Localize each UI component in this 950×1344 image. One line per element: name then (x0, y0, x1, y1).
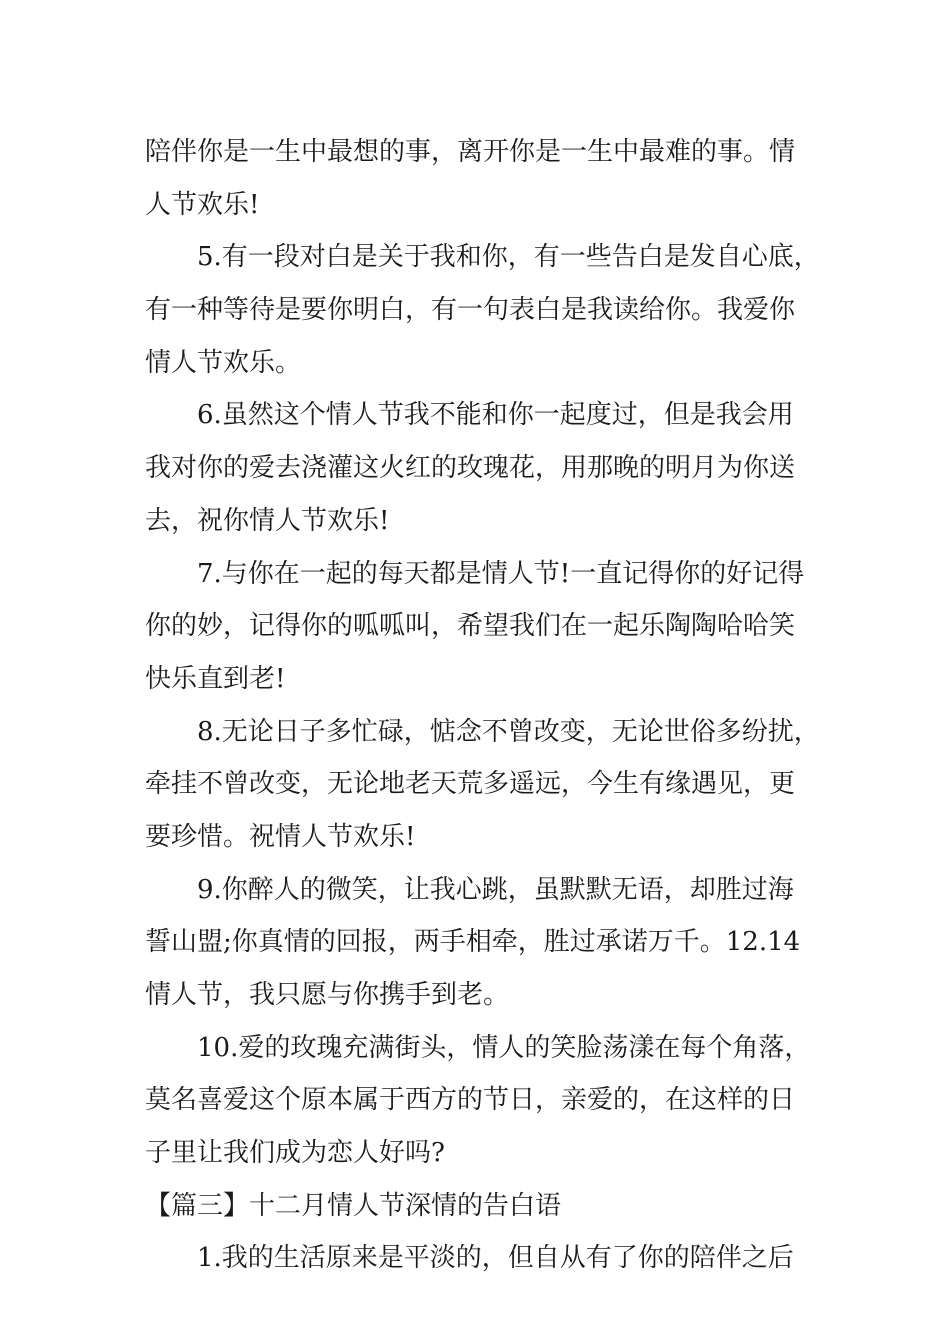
text-line: 你的妙，记得你的呱呱叫，希望我们在一起乐陶陶哈哈笑 (145, 611, 796, 642)
text-line: 去，祝你情人节欢乐! (145, 505, 390, 536)
text-line: 快乐直到老! (145, 663, 286, 694)
text-line: 情人节欢乐。 (145, 347, 302, 378)
text-line: 牵挂不曾改变，无论地老天荒多遥远，今生有缘遇见，更 (145, 769, 796, 800)
text-line: 情人节，我只愿与你携手到老。 (145, 980, 510, 1010)
document-body (145, 126, 835, 1285)
list-item-7-line: 7.与你在一起的每天都是情人节!一直记得你的好记得 (197, 558, 805, 589)
list-item-6-line: 6.虽然这个情人节我不能和你一起度过，但是我会用 (197, 400, 794, 431)
text-line: 有一种等待是要你明白，有一句表白是我读给你。我爱你 (145, 295, 796, 326)
text-line: 要珍惜。祝情人节欢乐! (145, 821, 416, 852)
text-line: 子里让我们成为恋人好吗? (145, 1138, 445, 1169)
text-line: 莫名喜爱这个原本属于西方的节日，亲爱的，在这样的日 (145, 1085, 796, 1116)
text-line: 人节欢乐! (145, 189, 260, 220)
text-line: 陪伴你是一生中最想的事，离开你是一生中最难的事。情 (145, 137, 796, 167)
text-line: 誓山盟;你真情的回报，两手相牵，胜过承诺万千。12.14 (145, 927, 801, 958)
list-item-10-line: 10.爱的玫瑰充满街头，情人的笑脸荡漾在每个角落， (197, 1032, 811, 1063)
list-item-9-line: 9.你醉人的微笑，让我心跳，虽默默无语，却胜过海 (197, 874, 794, 905)
list-item-1-line: 1.我的生活原来是平淡的，但自从有了你的陪伴之后 (197, 1243, 794, 1274)
list-item-8-line: 8.无论日子多忙碌，惦念不曾改变，无论世俗多纷扰， (197, 716, 820, 747)
text-line: 我对你的爱去浇灌这火红的玫瑰花，用那晚的明月为你送 (145, 453, 796, 484)
list-item-5-line: 5.有一段对白是关于我和你，有一些告白是发自心底， (197, 242, 820, 273)
section-heading: 【篇三】十二月情人节深情的告白语 (145, 1190, 562, 1221)
